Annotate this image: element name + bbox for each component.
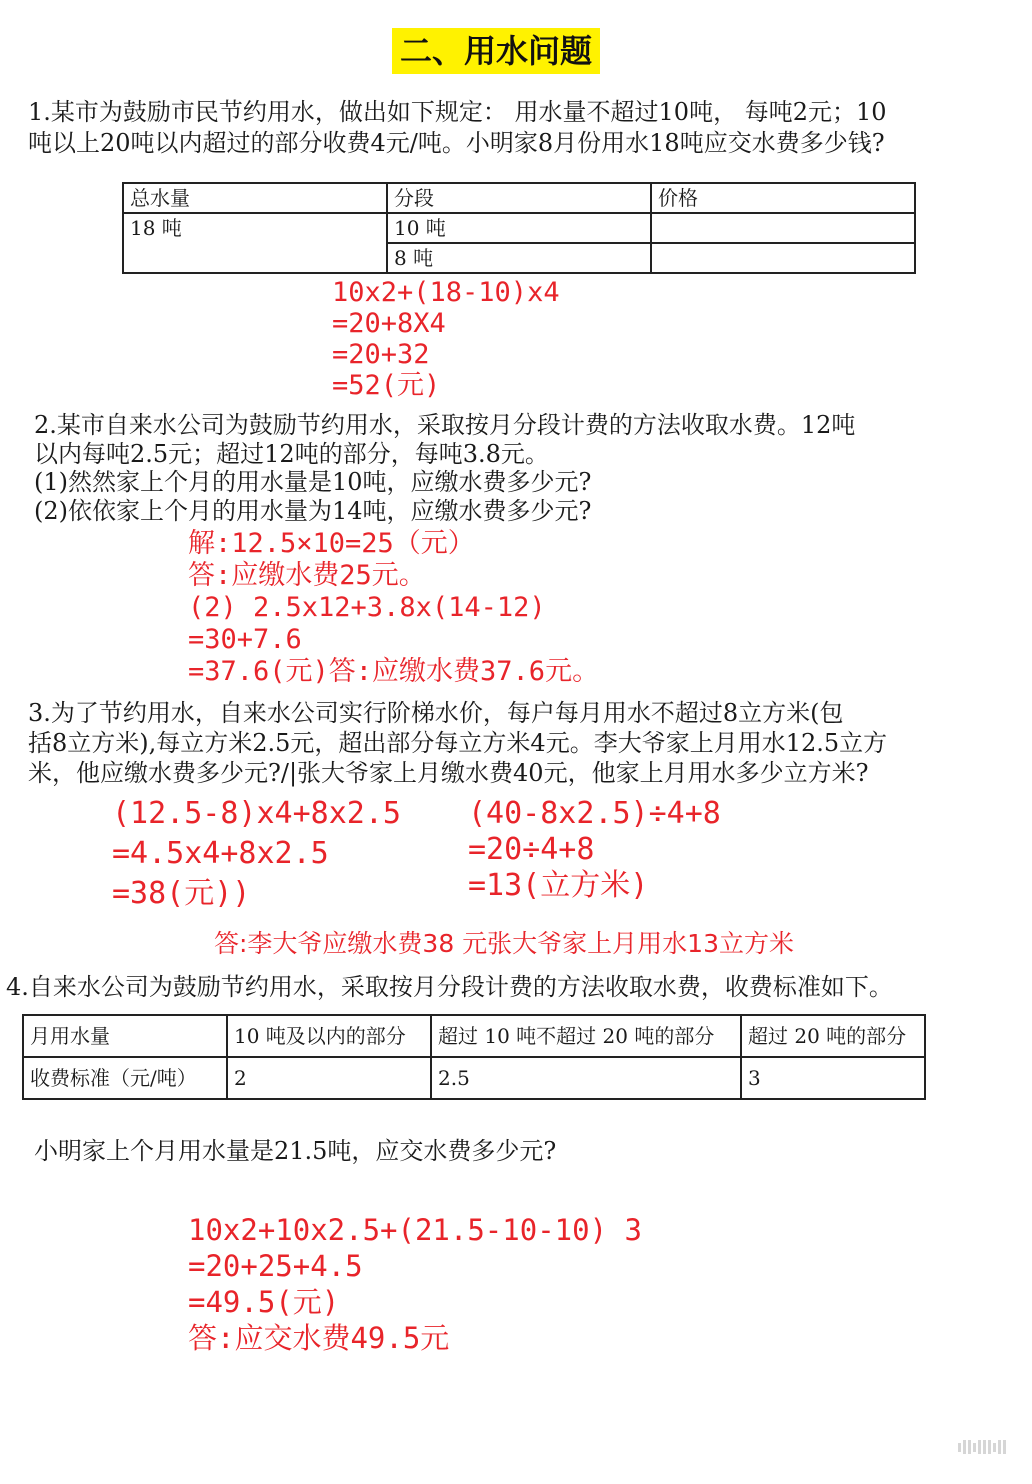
question-1-line-1: 1.某市为鼓励市民节约用水，做出如下规定： 用水量不超过10吨， 每吨2元；10: [28, 98, 887, 126]
question-1-table: [122, 182, 916, 274]
answer-2-line-4: =30+7.6: [188, 624, 302, 655]
fee-table-label-usage: 月用水量: [23, 1015, 227, 1057]
question-4-table: [22, 1014, 926, 1100]
question-2-line-4: (2)依依家上个月的用水量为14吨，应缴水费多少元?: [34, 497, 592, 525]
answer-3-right-line-3: =13(立方米): [468, 868, 649, 903]
answer-4-line-4: 答:应交水费49.5元: [188, 1321, 450, 1355]
answer-3-conclusion: 答:李大爷应缴水费38 元张大爷家上月用水13立方米: [214, 929, 794, 958]
question-4-text: 4.自来水公司为鼓励节约用水，采取按月分段计费的方法收取水费，收费标准如下。: [6, 973, 893, 1001]
fee-table-tier-2: 超过 10 吨不超过 20 吨的部分: [431, 1015, 741, 1057]
table-cell-segment-1: 10 吨: [387, 213, 651, 243]
question-3-line-3: 米，他应缴水费多少元?/|张大爷家上月缴水费40元，他家上月用水多少立方米?: [28, 759, 869, 787]
fee-table-label-price: 收费标准（元/吨）: [23, 1057, 227, 1099]
answer-4-line-2: =20+25+4.5: [188, 1249, 363, 1283]
table-header-price: 价格: [651, 183, 915, 213]
question-2-line-2: 以内每吨2.5元；超过12吨的部分，每吨3.8元。: [34, 440, 549, 468]
question-1-line-2: 吨以上20吨以内超过的部分收费4元/吨。小明家8月份用水18吨应交水费多少钱?: [28, 129, 885, 157]
fee-table-price-3: 3: [741, 1057, 925, 1099]
fee-table-tier-1: 10 吨及以内的部分: [227, 1015, 431, 1057]
answer-1-line-2: =20+8X4: [332, 308, 446, 339]
fee-table-price-2: 2.5: [431, 1057, 741, 1099]
zoom-indicator-icon: [826, 1438, 1006, 1456]
question-3-line-1: 3.为了节约用水，自来水公司实行阶梯水价，每户每月用水不超过8立方米(包: [28, 699, 844, 727]
answer-3-left-line-2: =4.5x4+8x2.5: [112, 836, 329, 871]
table-header-total: 总水量: [123, 183, 387, 213]
answer-4-line-1: 10x2+10x2.5+(21.5-10-10) 3: [188, 1213, 642, 1247]
table-header-segment: 分段: [387, 183, 651, 213]
answer-1-line-1: 10x2+(18-10)x4: [332, 277, 560, 308]
answer-1-line-3: =20+32: [332, 339, 430, 370]
question-4-question: 小明家上个月用水量是21.5吨，应交水费多少元?: [34, 1137, 557, 1165]
answer-3-left-line-1: (12.5-8)x4+8x2.5: [112, 796, 401, 831]
page-title: 二、用水问题: [392, 28, 600, 74]
answer-3-right-line-1: (40-8x2.5)÷4+8: [468, 796, 721, 831]
table-cell-price-1: [651, 213, 915, 243]
question-2-line-3: (1)然然家上个月的用水量是10吨，应缴水费多少元?: [34, 468, 592, 496]
table-cell-segment-2: 8 吨: [387, 243, 651, 273]
question-3-line-2: 括8立方米),每立方米2.5元，超出部分每立方米4元。李大爷家上月用水12.5立方: [28, 729, 888, 757]
answer-2-line-5: =37.6(元)答:应缴水费37.6元。: [188, 656, 600, 687]
fee-table-price-1: 2: [227, 1057, 431, 1099]
answer-2-line-3: (2) 2.5x12+3.8x(14-12): [188, 592, 546, 623]
answer-3-left-line-3: =38(元)): [112, 876, 251, 911]
answer-1-line-4: =52(元): [332, 370, 441, 401]
answer-3-right-line-2: =20÷4+8: [468, 832, 595, 867]
question-2-line-1: 2.某市自来水公司为鼓励节约用水，采取按月分段计费的方法收取水费。12吨: [34, 411, 856, 439]
answer-2-line-1: 解:12.5×10=25（元）: [188, 528, 475, 559]
table-cell-total: 18 吨: [123, 213, 387, 273]
answer-4-line-3: =49.5(元): [188, 1285, 340, 1319]
table-cell-price-2: [651, 243, 915, 273]
fee-table-tier-3: 超过 20 吨的部分: [741, 1015, 925, 1057]
answer-2-line-2: 答:应缴水费25元。: [188, 560, 426, 591]
